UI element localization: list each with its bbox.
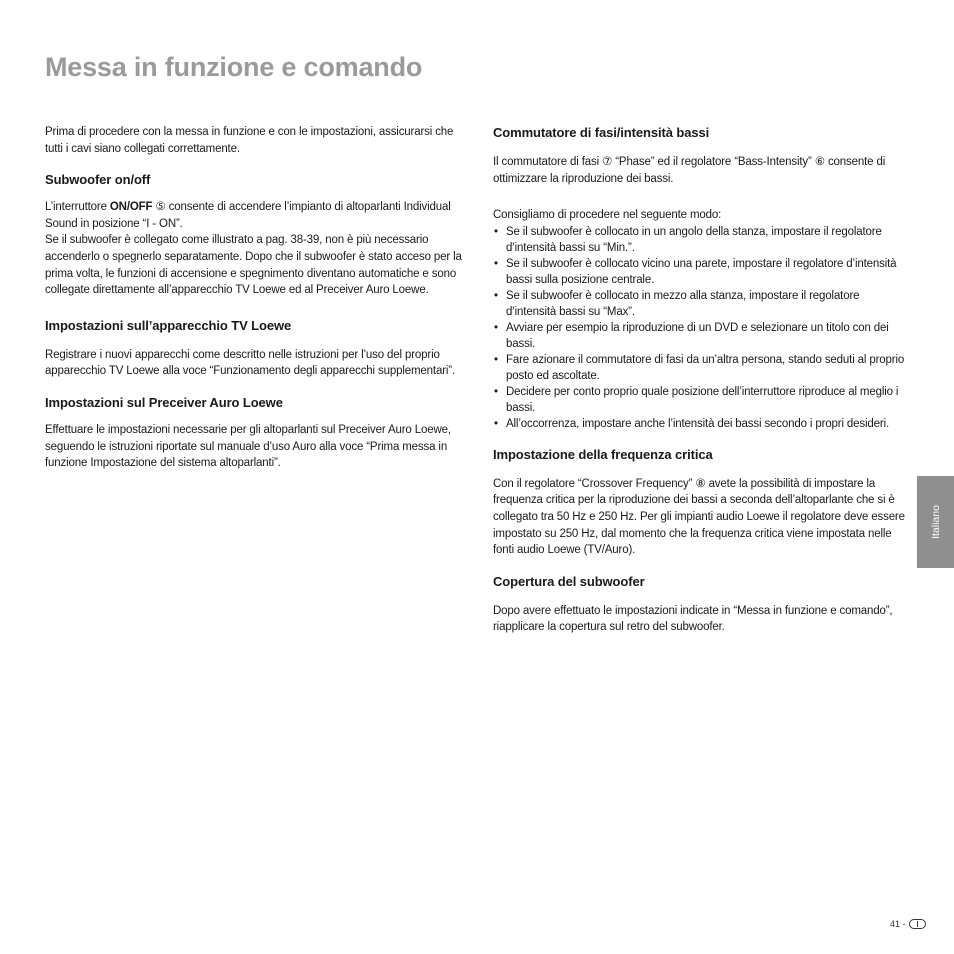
list-item: • Avviare per esempio la riproduzione di un DVD e selezionare un titolo con dei bassi. bbox=[493, 320, 911, 352]
right-column bbox=[493, 124, 911, 636]
language-side-tab bbox=[917, 476, 954, 568]
phase-text: Il commutatore di fasi ⑦ “Phase” ed il regolatore “Bass-Intensity” ⑥ consente di ottimizzare la riproduzione dei bassi. bbox=[493, 156, 886, 185]
left-column bbox=[45, 124, 465, 472]
intro-text: Prima di procedere con la messa in funzione e con le impostazioni, assicurarsi che tutti i cavi siano collegati correttamente. bbox=[45, 126, 454, 155]
list-item: • Se il subwoofer è collocato vicino una parete, impostare il regolatore d’intensità bassi sulla posizione centrale. bbox=[493, 256, 911, 288]
subwoofer-onoff-text-post: ⑤ consente di accendere l’impianto di altoparlanti Individual Sound in posizione “I - ON”. bbox=[45, 201, 451, 230]
tv-settings-heading: Impostazioni sull’apparecchio TV Loewe bbox=[45, 317, 292, 333]
subwoofer-auto-text: Se il subwoofer è collegato come illustrato a pag. 38-39, non è più necessario accenderlo o spegnerlo separatamente. Dopo che il subwoofer è stato acceso per la prima volta, le funzioni di accensione e spegnimento diventano automatiche e sono collegate direttamente all’apparecchio TV Loewe ed al Preceiver Auro Loewe. bbox=[45, 234, 462, 297]
italian-language-icon bbox=[909, 919, 926, 929]
page-number: 41 - bbox=[890, 919, 906, 929]
cover-text: Dopo avere effettuato le impostazioni indicate in “Messa in funzione e comando”, riapplicare la copertura sul retro del subwoofer. bbox=[493, 604, 893, 634]
auro-settings-heading: Impostazioni sul Preceiver Auro Loewe bbox=[45, 394, 283, 410]
list-item: • Se il subwoofer è collocato in un angolo della stanza, impostare il regolatore d’intensità bassi su “Min.”. bbox=[493, 224, 911, 256]
onoff-label: ON/OFF bbox=[109, 201, 153, 214]
language-label: Italiano bbox=[929, 505, 942, 539]
steps-list bbox=[493, 224, 911, 432]
subwoofer-onoff-text-pre: L’interruttore bbox=[45, 201, 110, 214]
frequency-heading: Impostazione della frequenza critica bbox=[493, 446, 713, 462]
page-footer bbox=[890, 919, 926, 929]
list-item: • All’occorrenza, impostare anche l’intensità dei bassi secondo i propri desideri. bbox=[493, 416, 911, 432]
page-title: Messa in funzione e comando bbox=[45, 52, 423, 82]
subwoofer-onoff-text bbox=[45, 199, 465, 232]
frequency-text: Con il regolatore “Crossover Frequency” ⑧ avete la possibilità di impostare la frequenza critica per la riproduzione dei bassi a seconda dell’altoparlante che si è collegato tra 50 Hz e 250 Hz. Per gli impianti audio Loewe il regolatore deve essere impostato su 250 Hz, dal momento che la frequenza critica viene impostata nelle fonti audio Loewe (TV/Auro). bbox=[493, 477, 905, 557]
auro-settings-text: Effettuare le impostazioni necessarie per gli altoparlanti sul Preceiver Auro Loewe, seguendo le istruzioni riportate sul manuale d’uso Auro alla voce “Prima messa in funzione Impostazione del sistema altoparlanti”. bbox=[45, 423, 451, 470]
list-item: • Se il subwoofer è collocato in mezzo alla stanza, impostare il regolatore d’intensità bassi su “Max”. bbox=[493, 288, 911, 320]
advice-intro: Consigliamo di procedere nel seguente modo: bbox=[493, 209, 722, 222]
tv-settings-text: Registrare i nuovi apparecchi come descritto nelle istruzioni per l’uso del proprio apparecchio TV Loewe alla voce “Funzionamento degli apparecchi supplementari”. bbox=[45, 348, 455, 378]
list-item: • Fare azionare il commutatore di fasi da un’altra persona, stando seduti al proprio posto ed ascoltate. bbox=[493, 352, 911, 384]
list-item: • Decidere per conto proprio quale posizione dell’interruttore riproduce al meglio i bassi. bbox=[493, 384, 911, 416]
cover-heading: Copertura del subwoofer bbox=[493, 573, 645, 589]
subwoofer-onoff-heading: Subwoofer on/off bbox=[45, 172, 151, 188]
phase-heading: Commutatore di fasi/intensità bassi bbox=[493, 125, 710, 140]
